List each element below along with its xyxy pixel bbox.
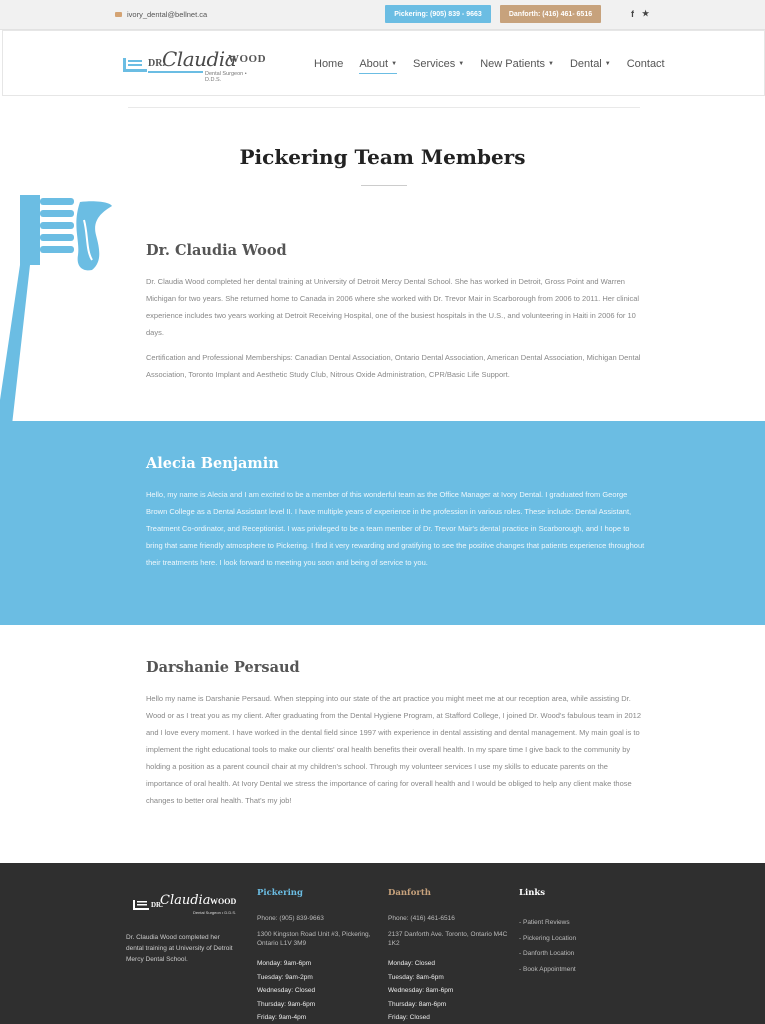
footer-link-book-appointment[interactable]: - Book Appointment: [519, 965, 576, 973]
site-footer: [0, 863, 765, 1024]
footer-phone[interactable]: Phone: (905) 839-9663: [257, 915, 324, 922]
main-nav: [314, 58, 665, 70]
hours-row: Thursday: 8am-6pm: [388, 1000, 447, 1008]
footer-logo[interactable]: [133, 894, 243, 916]
member-certifications: Certification and Professional Memberships: Canadian Dental Association, Ontario Dental Association, American Dental Association, Michigan Dental Association, Toronto Implant and Aesthetic Study Club, Nitrous Oxide Administration, CPR/Basic Life Support.: [146, 353, 641, 379]
footer-danforth: [388, 888, 513, 1024]
hours-row: Tuesday: 9am-2pm: [257, 973, 313, 981]
site-header: [2, 30, 765, 96]
hours-row: Monday: Closed: [388, 960, 435, 967]
danforth-phone-button[interactable]: Danforth: (416) 461- 6516: [500, 5, 601, 23]
social-links: [631, 9, 649, 19]
footer-pickering: [257, 888, 382, 1024]
content-divider: [128, 107, 640, 108]
chevron-down-icon: ▼: [391, 61, 398, 67]
footer-hours: [257, 957, 382, 1024]
facebook-icon[interactable]: f: [631, 9, 634, 19]
hours-row: Friday: 9am-4pm: [257, 1014, 307, 1021]
logo-tagline: Dental Surgeon • D.D.S.: [193, 910, 237, 915]
logo-surname: WOOD: [228, 53, 267, 65]
nav-label: Home: [314, 58, 344, 70]
hours-row: Wednesday: Closed: [257, 987, 316, 994]
logo-dr: DR.: [151, 901, 163, 909]
footer-heading: Danforth: [388, 888, 431, 898]
nav-item-contact[interactable]: [627, 58, 665, 70]
hours-row: Thursday: 9am-6pm: [257, 1000, 316, 1008]
footer-link-list: [519, 915, 644, 977]
member-name: Dr. Claudia Wood: [146, 242, 287, 259]
toothbrush-decoration-icon: [0, 190, 120, 425]
member-bio: Hello, my name is Alecia and I am excited to be a member of this wonderful team as the Office Manager at Ivory Dental. I graduated from George Brown College as a Dental Assistant level II. I have multiple years of experience in the profession in various roles. These include: Dental Assistant, Treatment Co-ordinator, and Receptionist. I was privileged to be a team member of Dr. Trevor Mair's dental practice in Scarborough, and I hope to bring that same friendly atmosphere to Pickering. I find it very rewarding and gratifying to see the positive changes that patients experience throughout their treatments here. I look forward to meeting you soon and being of service to you.: [146, 490, 645, 567]
link-label: Book Appointment: [522, 965, 576, 973]
nav-label: Services: [413, 58, 456, 70]
email-text: ivory_dental@bellnet.ca: [127, 10, 208, 19]
member-name: Alecia Benjamin: [146, 455, 279, 472]
toothbrush-logo-icon: [133, 900, 149, 910]
logo-name: Claudia: [160, 893, 211, 908]
team-member-claudia-wood: [146, 242, 646, 391]
footer-about: Dr. Claudia Wood completed her dental training at University of Detroit Mercy Dental School.: [126, 934, 233, 963]
member-bio: Dr. Claudia Wood completed her dental training at University of Detroit Mercy Dental School. She has worked in Detroit, Gross Point and Warren Michigan for two years. She returned home to Canada in 2006 where she worked with Dr. Trevor Mair in Scarborough from 2006 to 2011. Her clinical experience includes two years working at Detroit Receiving Hospital, one of the busiest hospitals in the U.S., and volunteering in Haiti in 2006 for 10 days.: [146, 277, 640, 337]
link-label: Patient Reviews: [522, 919, 570, 926]
footer-heading: Links: [519, 888, 546, 898]
nav-item-new-patients[interactable]: [480, 58, 554, 70]
nav-item-about[interactable]: [359, 58, 397, 70]
footer-phone[interactable]: Phone: (416) 461-6516: [388, 915, 455, 922]
chevron-down-icon: ▼: [458, 61, 465, 67]
nav-item-home[interactable]: [314, 58, 343, 70]
footer-links: [519, 888, 644, 977]
page-title: Pickering Team Members: [239, 145, 526, 169]
nav-item-services[interactable]: [413, 58, 464, 70]
link-label: Pickering Location: [522, 934, 577, 942]
footer-link-pickering-location[interactable]: - Pickering Location: [519, 934, 577, 942]
logo-name: Claudia: [162, 47, 237, 71]
logo-tagline: Dental Surgeon • D.D.S.: [205, 71, 247, 83]
team-member-alecia-benjamin: [146, 455, 646, 579]
chevron-down-icon: ▼: [604, 61, 611, 67]
hours-row: Tuesday: 8am-6pm: [388, 973, 444, 981]
footer-link-patient-reviews[interactable]: - Patient Reviews: [519, 919, 570, 926]
footer-link-danforth-location[interactable]: - Danforth Location: [519, 950, 575, 957]
footer-address: 1300 Kingston Road Unit #3, Pickering, Ontario L1V 3M9: [257, 931, 371, 947]
pickering-phone-button[interactable]: Pickering: (905) 839 - 9663: [385, 5, 491, 23]
nav-label: Contact: [626, 58, 665, 70]
footer-address: 2137 Danforth Ave. Toronto, Ontario M4C 1K2: [388, 931, 508, 947]
hours-row: Monday: 9am-6pm: [257, 960, 312, 967]
nav-label: About: [359, 58, 389, 70]
member-name: Darshanie Persaud: [146, 659, 300, 676]
hours-row: Wednesday: 8am-6pm: [388, 987, 454, 994]
logo-surname: WOOD: [210, 897, 237, 906]
nav-label: New Patients: [480, 58, 545, 70]
site-logo[interactable]: [123, 47, 267, 83]
email-link[interactable]: [115, 10, 207, 19]
nav-label: Dental: [569, 58, 602, 70]
footer-heading: Pickering: [257, 888, 303, 898]
link-label: Danforth Location: [522, 950, 575, 957]
envelope-icon: [115, 12, 122, 17]
toothbrush-logo-icon: [123, 58, 147, 72]
title-underline: [361, 185, 407, 186]
twitter-icon[interactable]: ★: [642, 9, 650, 18]
logo-underline: [148, 71, 203, 73]
chevron-down-icon: ▼: [548, 61, 554, 67]
team-member-darshanie-persaud: [146, 659, 646, 817]
top-bar: [0, 0, 765, 30]
member-bio: Hello my name is Darshanie Persaud. When stepping into our state of the art practice you might meet me at our reception area, while assisting Dr. Wood or as I treat you as my client. After graduating from the Dental Hygiene Program, at Stafford College, I joined Dr. Wood's fabulous team in 2012 and I love every moment. I have worked in the dental field since 1997 with experience in dental assisting and dental management. My main goal is to implement the right educational tools to make our clients' oral health benefits their overall health. In my spare time I give back to the community by holding a position as a parent council chair at my children's school. Through my volunteer services I use my skills to educate parents on the importance of oral health. At Ivory Dental we stress the importance of caring for overall health and I would be obliged to help any client make those changes to better oral health. That's my job!: [146, 694, 642, 805]
hours-row: Friday: Closed: [388, 1014, 430, 1021]
nav-item-dental[interactable]: [570, 58, 611, 70]
logo-dr: DR.: [148, 58, 165, 69]
footer-hours: [388, 957, 513, 1024]
